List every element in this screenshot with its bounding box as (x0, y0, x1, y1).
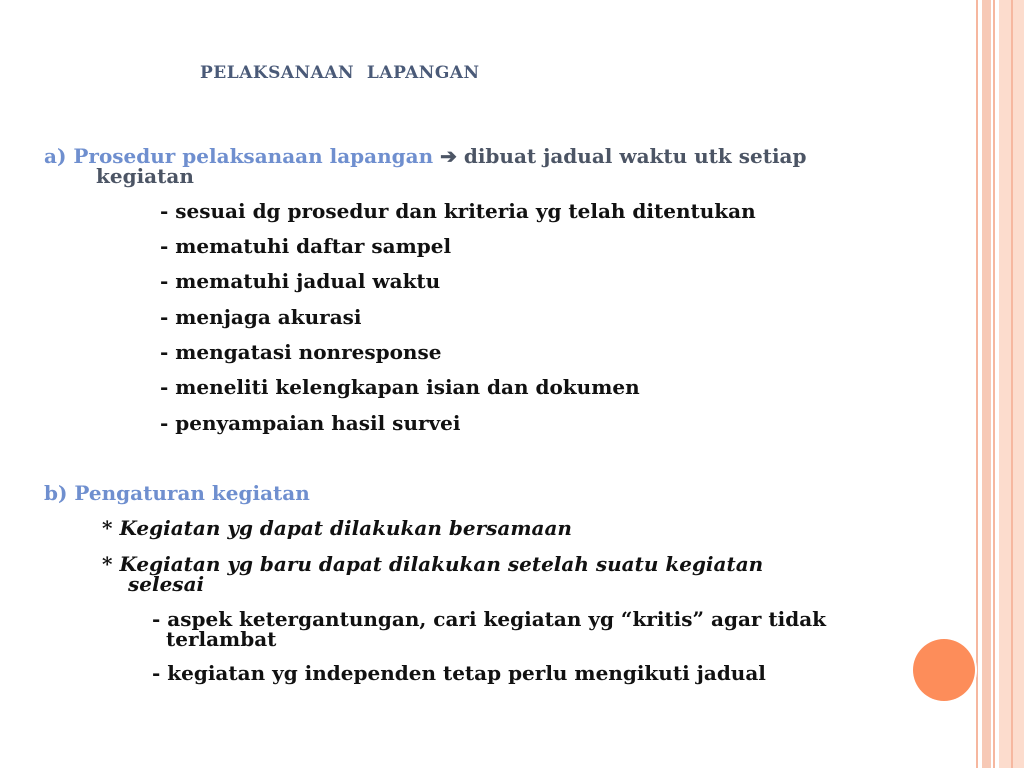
decorative-stripe (976, 0, 978, 768)
section-a-item: - mengatasi nonresponse (160, 340, 442, 364)
section-a-label: a) Prosedur pelaksanaan lapangan (44, 144, 434, 168)
section-a-item: - sesuai dg prosedur dan kriteria yg telah ditentukan (160, 199, 756, 223)
section-b-sub: - aspek ketergantungan, cari kegiatan yg “kritis” agar tidak (152, 607, 827, 631)
section-a-item: - penyampaian hasil survei (160, 411, 461, 435)
section-a-item: - mematuhi jadual waktu (160, 269, 441, 293)
slide-title: PELAKSANAAN LAPANGAN (200, 63, 480, 83)
section-b-point-cont: selesai (128, 572, 205, 596)
section-b-point-text: Kegiatan yg baru dapat dilakukan setelah suatu kegiatan (119, 552, 764, 576)
section-a-description-cont: kegiatan (96, 164, 194, 188)
section-a-item: - menjaga akurasi (160, 305, 362, 329)
section-a-item: - mematuhi daftar sampel (160, 234, 452, 258)
section-b-point-text: Kegiatan yg dapat dilakukan bersamaan (119, 516, 572, 540)
section-b-sub-cont: terlambat (166, 627, 277, 651)
bullet-icon: * (102, 552, 113, 576)
section-a-description: dibuat jadual waktu utk setiap (463, 144, 807, 168)
section-b-point (102, 516, 572, 540)
decorative-circle (913, 639, 975, 701)
decorative-stripe (982, 0, 991, 768)
section-b-sub: - kegiatan yg independen tetap perlu mengikuti jadual (152, 661, 766, 685)
arrow-icon: ➔ (440, 144, 457, 168)
bullet-icon: * (102, 516, 113, 540)
decorative-stripe (1011, 0, 1013, 768)
section-a-item: - meneliti kelengkapan isian dan dokumen (160, 375, 640, 399)
decorative-stripe (993, 0, 995, 768)
section-b-label: b) Pengaturan kegiatan (44, 481, 310, 505)
